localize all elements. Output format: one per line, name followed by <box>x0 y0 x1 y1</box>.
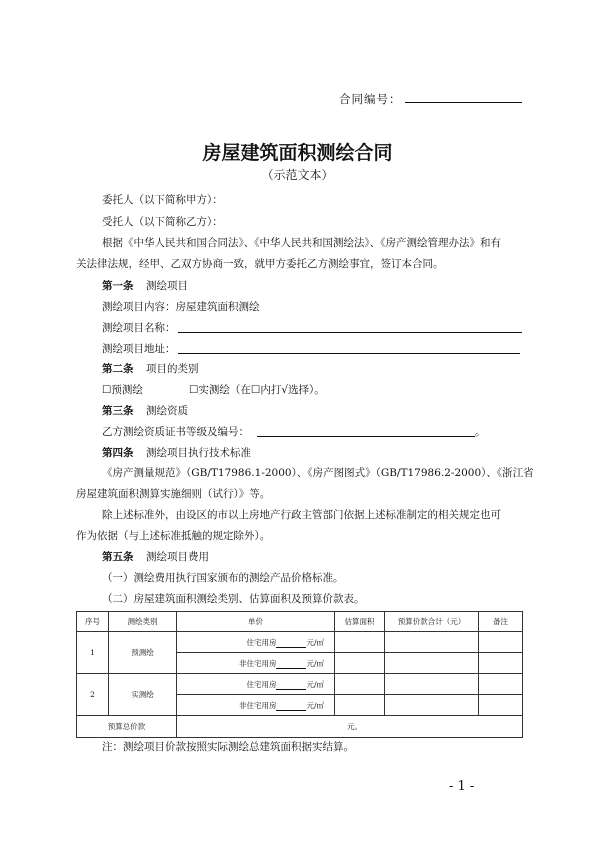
preamble-line-1: 根据《中华人民共和国合同法》、《中华人民共和国测绘法》、《房产测绘管理办法》和有 <box>102 237 501 249</box>
row-2-non-residential-price: 非住宅用房 元/㎡ <box>177 695 335 716</box>
header-cell-unit-price: 单价 <box>177 612 335 632</box>
article-5-title: 测绘项目费用 <box>146 551 209 563</box>
row-2-number: 2 <box>77 674 109 716</box>
row-1-residential-price: 住宅用房 元/㎡ <box>177 632 335 653</box>
fee-item-2: （二）房屋建筑面积测绘类别、估算面积及预算价款表。 <box>102 593 365 605</box>
header-cell-no: 序号 <box>77 612 109 632</box>
project-address-blank <box>178 353 520 354</box>
qualification-blank <box>257 436 475 437</box>
article-4-title: 测绘项目执行技术标准 <box>146 447 251 459</box>
fee-table-header-row <box>77 612 523 632</box>
header-cell-remarks: 备注 <box>479 612 523 632</box>
pre-survey-option: ☐预测绘 <box>102 384 143 396</box>
article-3-heading: 第三条 <box>102 405 134 417</box>
header-cell-total: 预算价款合计（元） <box>385 612 479 632</box>
article-4-heading: 第四条 <box>102 447 134 459</box>
row-2-residential-price: 住宅用房 元/㎡ <box>177 674 335 695</box>
header-cell-area: 估算面积 <box>335 612 385 632</box>
row-2-type: 实测绘 <box>109 674 177 716</box>
project-name-blank <box>178 332 522 333</box>
standards-line-4: 作为依据（与上述标准抵触的规定除外）。 <box>76 530 271 542</box>
contract-number-blank <box>405 102 522 103</box>
standards-line-1: 《房产测量规范》（GB/T17986.1-2000）、《房产图图式》（GB/T17986.2-2000）、《浙江省 <box>102 467 534 479</box>
fee-table <box>76 611 523 738</box>
table-total-row <box>77 716 523 738</box>
contractor-party-label: 受托人（以下简称乙方）： <box>102 216 223 228</box>
actual-survey-option: ☐实测绘（在☐内打√选择）。 <box>189 384 325 396</box>
row-1-non-residential-price: 非住宅用房 元/㎡ <box>177 653 335 674</box>
table-row <box>77 632 523 653</box>
article-5-heading: 第五条 <box>102 551 134 563</box>
preamble-line-2: 关法律法规，经甲、乙双方协商一致，就甲方委托乙方测绘事宜，签订本合同。 <box>76 258 444 270</box>
contract-number-label: 合同编号： <box>339 92 402 106</box>
project-name-label: 测绘项目名称： <box>102 322 176 334</box>
document-subtitle: （示范文本） <box>261 168 334 182</box>
header-cell-type: 测绘类别 <box>109 612 177 632</box>
document-title: 房屋建筑面积测绘合同 <box>202 142 393 164</box>
row-1-number: 1 <box>77 632 109 674</box>
fee-item-1: （一）测绘费用执行国家颁布的测绘产品价格标准。 <box>102 572 344 584</box>
article-1-heading: 第一条 <box>102 280 134 292</box>
total-label: 预算总价款 <box>77 716 177 738</box>
project-content-line: 测绘项目内容：房屋建筑面积测绘 <box>102 301 260 313</box>
settlement-note: 注：测绘项目价款按照实际测绘总建筑面积据实结算。 <box>102 741 354 753</box>
page-number: - 1 - <box>449 779 475 794</box>
project-address-label: 测绘项目地址： <box>102 343 176 355</box>
standards-line-2: 房屋建筑面积测算实施细则（试行）》等。 <box>76 488 271 500</box>
article-3-title: 测绘资质 <box>146 405 188 417</box>
qualification-label: 乙方测绘资质证书等级及编号： <box>102 426 249 438</box>
total-value-unit: 元。 <box>177 716 523 738</box>
qualification-end-mark: 。 <box>475 426 486 438</box>
article-2-heading: 第二条 <box>102 363 134 375</box>
article-2-title: 项目的类别 <box>146 363 199 375</box>
table-row <box>77 674 523 695</box>
standards-line-3: 除上述标准外，由设区的市以上房地产行政主管部门依据上述标准制定的相关规定也可 <box>102 509 501 521</box>
client-party-label: 委托人（以下简称甲方）： <box>102 194 223 206</box>
row-1-type: 预测绘 <box>109 632 177 674</box>
article-1-title: 测绘项目 <box>146 280 188 292</box>
